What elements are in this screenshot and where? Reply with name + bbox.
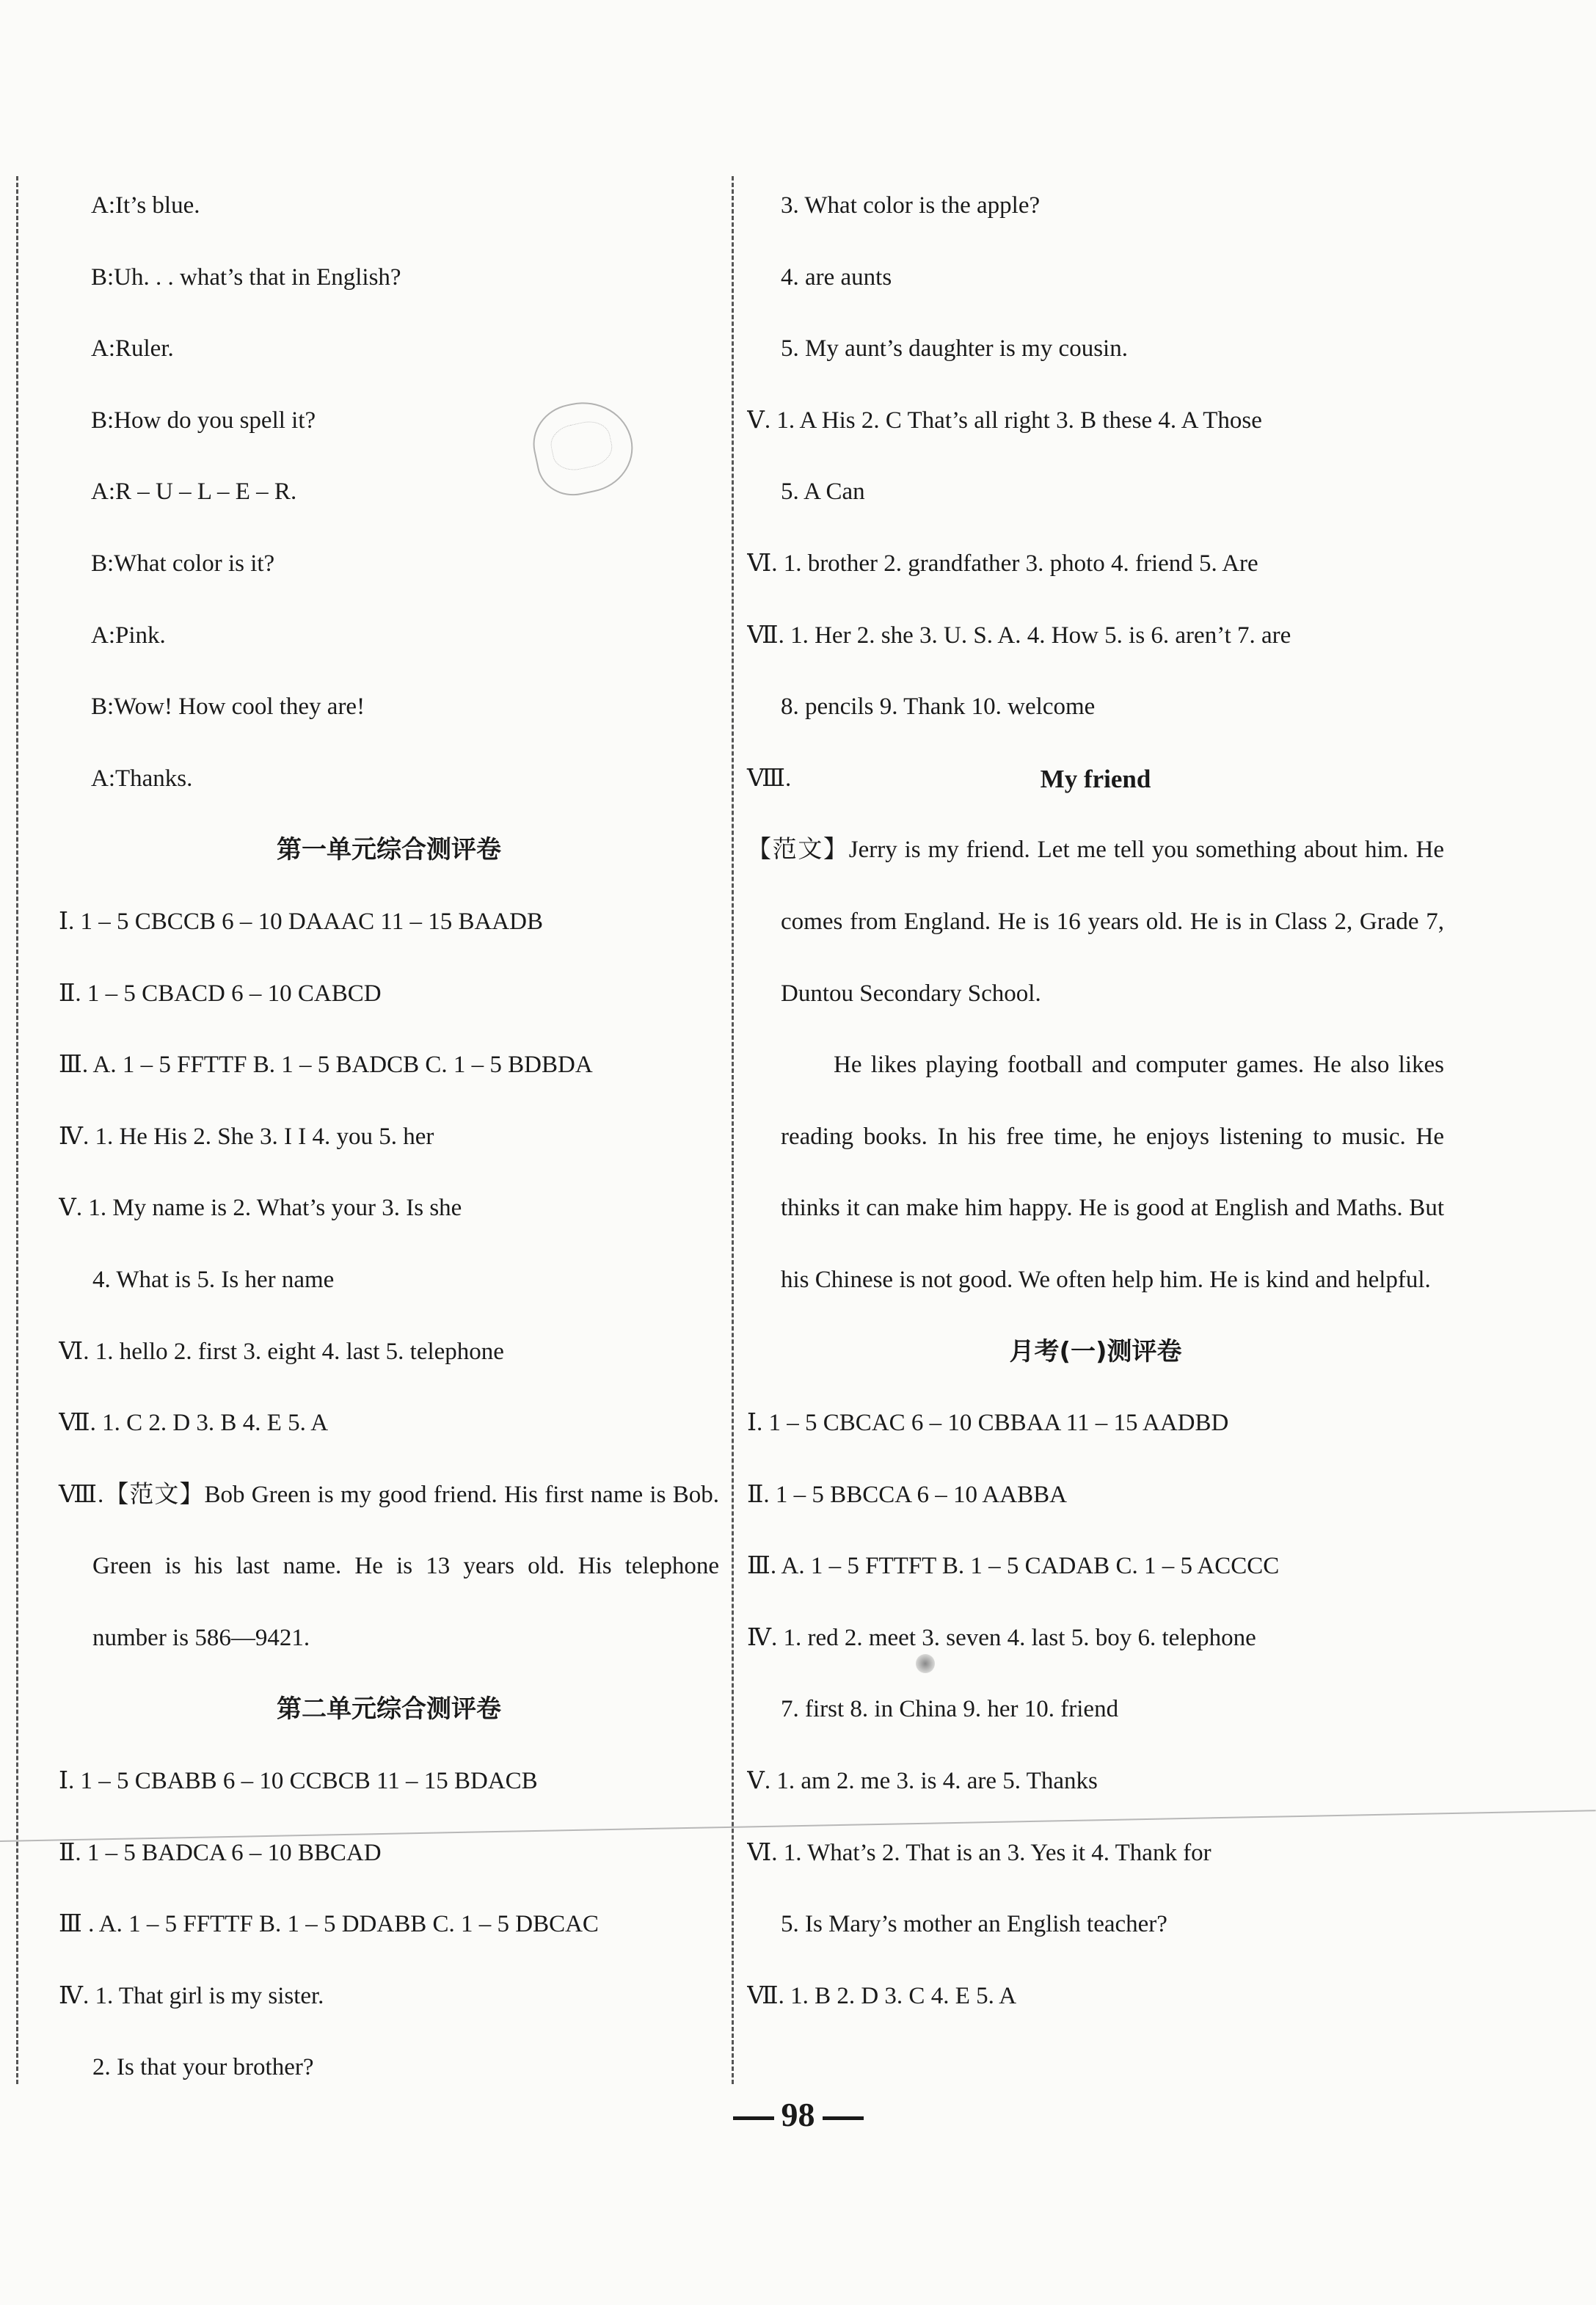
answer-line: 2. Is that your brother? bbox=[92, 2054, 314, 2081]
dialogue-line: A:It’s blue. bbox=[91, 192, 200, 219]
unit2-title: 第二单元综合测评卷 bbox=[277, 1694, 501, 1725]
dialogue-line: A:Ruler. bbox=[91, 335, 174, 363]
left-margin-dashed-line bbox=[16, 176, 18, 2084]
essay-paragraph-1: 【范文】Jerry is my friend. Let me tell you something about him. He comes from England. He is 16 years old. He is in Class 2, Grade 7, Duntou Secondary School. bbox=[747, 837, 1444, 1007]
answer-line: Ⅵ. 1. hello 2. first 3. eight 4. last 5. telephone bbox=[59, 1338, 504, 1365]
unit1-model-essay: Ⅷ.【范文】Bob Green is my good friend. His first name is Bob. Green is his last name. He is 13 years old. His telephone number is 586—9421. bbox=[59, 1481, 719, 1651]
dialogue-line: A:Thanks. bbox=[91, 765, 193, 792]
answer-line: 5. A Can bbox=[781, 478, 865, 506]
answer-line: 4. are aunts bbox=[781, 263, 892, 291]
dialogue-line: B:How do you spell it? bbox=[91, 407, 316, 434]
essay-heading-row bbox=[747, 743, 1444, 815]
essay-paragraph-2: He likes playing football and computer games. He also likes reading books. In his free time, he enjoys listening to music. He thinks it can make him happy. He is good at English and Maths. But his Chinese is not good. We often help him. He is kind and helpful. bbox=[781, 1052, 1444, 1293]
answer-line: Ⅵ. 1. What’s 2. That is an 3. Yes it 4. Thank for bbox=[747, 1839, 1211, 1866]
dialogue-line: A:R – U – L – E – R. bbox=[91, 478, 297, 506]
answer-line: Ⅱ. 1 – 5 BADCA 6 – 10 BBCAD bbox=[59, 1839, 382, 1866]
answer-line: Ⅴ. 1. My name is 2. What’s your 3. Is she bbox=[59, 1195, 462, 1222]
essay-number: Ⅷ. bbox=[747, 765, 792, 792]
answer-line: Ⅱ. 1 – 5 CBACD 6 – 10 CABCD bbox=[59, 980, 382, 1007]
page-number bbox=[0, 2095, 1596, 2134]
dialogue-line: B:Uh. . . what’s that in English? bbox=[91, 263, 401, 291]
answer-line: Ⅳ. 1. That girl is my sister. bbox=[59, 1982, 324, 2009]
answer-line: 5. Is Mary’s mother an English teacher? bbox=[781, 1911, 1167, 1938]
answer-line: Ⅵ. 1. brother 2. grandfather 3. photo 4. friend 5. Are bbox=[747, 550, 1258, 577]
dialogue-line: B:Wow! How cool they are! bbox=[91, 693, 365, 721]
answer-line: Ⅶ. 1. Her 2. she 3. U. S. A. 4. How 5. is 6. aren’t 7. are bbox=[747, 622, 1291, 649]
unit1-title: 第一单元综合测评卷 bbox=[277, 835, 501, 865]
page-number-dash-left bbox=[733, 2116, 774, 2120]
answer-line: Ⅳ. 1. He His 2. She 3. I I 4. you 5. her bbox=[59, 1123, 434, 1150]
answer-line: 5. My aunt’s daughter is my cousin. bbox=[781, 335, 1128, 363]
monthly-test-title: 月考(一)测评卷 bbox=[1009, 1336, 1182, 1366]
dialogue-line: A:Pink. bbox=[91, 622, 166, 649]
column-divider-dashed-line bbox=[732, 176, 734, 2084]
answer-line: 7. first 8. in China 9. her 10. friend bbox=[781, 1696, 1119, 1723]
answer-line: Ⅰ. 1 – 5 CBABB 6 – 10 CCBCB 11 – 15 BDACB bbox=[59, 1768, 538, 1795]
dialogue-line: B:What color is it? bbox=[91, 550, 275, 577]
right-column bbox=[747, 170, 1444, 2032]
answer-line: Ⅰ. 1 – 5 CBCCB 6 – 10 DAAAC 11 – 15 BAADB bbox=[59, 908, 543, 935]
answer-line: 8. pencils 9. Thank 10. welcome bbox=[781, 693, 1096, 721]
page-number-text: 98 bbox=[781, 2096, 815, 2133]
answer-line: Ⅲ. A. 1 – 5 FFTTF B. 1 – 5 BADCB C. 1 – 5 BDBDA bbox=[59, 1052, 593, 1079]
answer-line: 4. What is 5. Is her name bbox=[92, 1266, 335, 1293]
answer-line: Ⅰ. 1 – 5 CBCAC 6 – 10 CBBAA 11 – 15 AADBD bbox=[747, 1410, 1229, 1437]
answer-line: Ⅲ. A. 1 – 5 FTTFT B. 1 – 5 CADAB C. 1 – 5 ACCCC bbox=[747, 1553, 1280, 1580]
page-number-dash-right bbox=[823, 2116, 864, 2120]
answer-line: Ⅱ. 1 – 5 BBCCA 6 – 10 AABBA bbox=[747, 1481, 1067, 1508]
answer-line: Ⅲ . A. 1 – 5 FFTTF B. 1 – 5 DDABB C. 1 – 5 DBCAC bbox=[59, 1911, 599, 1938]
answer-line: Ⅴ. 1. A His 2. C That’s all right 3. B these 4. A Those bbox=[747, 407, 1262, 434]
answer-line: 3. What color is the apple? bbox=[781, 192, 1041, 219]
answer-line: Ⅴ. 1. am 2. me 3. is 4. are 5. Thanks bbox=[747, 1768, 1098, 1795]
answer-line: Ⅶ. 1. C 2. D 3. B 4. E 5. A bbox=[59, 1410, 329, 1437]
answer-line: Ⅳ. 1. red 2. meet 3. seven 4. last 5. boy 6. telephone bbox=[747, 1624, 1256, 1651]
answer-line: Ⅶ. 1. B 2. D 3. C 4. E 5. A bbox=[747, 1982, 1017, 2009]
left-column bbox=[59, 170, 719, 2104]
essay-title: My friend bbox=[1040, 764, 1151, 793]
